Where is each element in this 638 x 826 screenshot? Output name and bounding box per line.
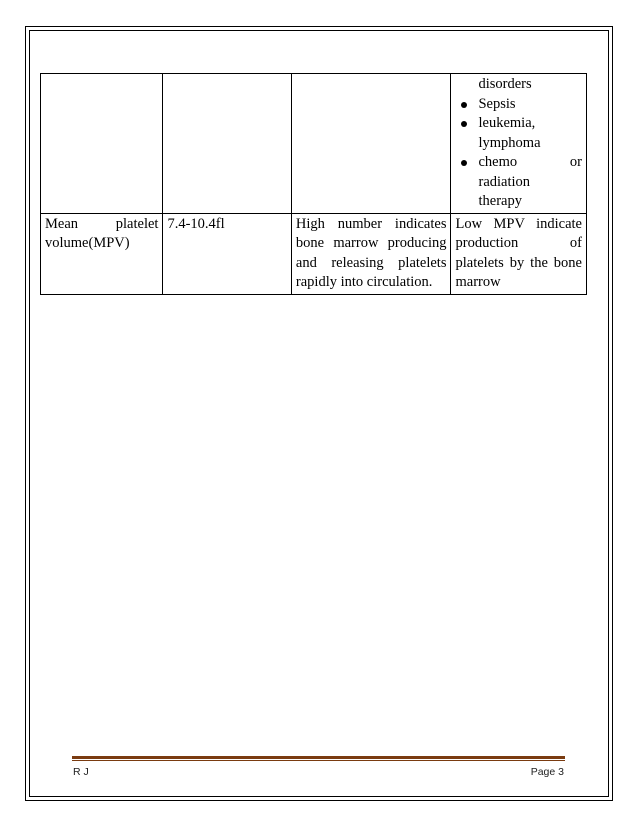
- list-item: [455, 95, 582, 115]
- table-row: [41, 74, 587, 214]
- table-cell-range: [163, 74, 291, 214]
- lab-values-table: [40, 73, 587, 295]
- table-cell-parameter: Mean platelet volume(MPV): [41, 213, 163, 294]
- bullet-icon: [461, 102, 467, 108]
- bullet-line: leukemia,: [478, 115, 536, 131]
- table-cell-high: [291, 74, 451, 214]
- table-cell-parameter: [41, 74, 163, 214]
- bullet-line: chemo or: [478, 154, 582, 170]
- table-cell-low: [451, 74, 587, 214]
- list-item: [455, 153, 582, 212]
- table-cell-high: High number indicates bone marrow producing and releasing platelets rapidly into circulation.: [291, 213, 451, 294]
- footer-page-number: Page 3: [530, 766, 564, 778]
- footer-author: R J: [73, 766, 89, 778]
- table-cell-low: Low MPV indicate production of platelets by the bone marrow: [451, 213, 587, 294]
- footer-rule-thin: [72, 760, 565, 761]
- continued-text: disorders: [478, 76, 532, 92]
- bullet-list: [455, 95, 582, 212]
- bullet-icon: [461, 160, 467, 166]
- bullet-icon: [461, 121, 467, 127]
- footer-rule: [72, 756, 565, 759]
- table-cell-range: 7.4-10.4fl: [163, 213, 291, 294]
- bullet-line: Sepsis: [478, 95, 516, 112]
- bullet-line: therapy: [478, 193, 522, 209]
- table-row: [41, 213, 587, 294]
- bullet-line: radiation: [478, 173, 531, 190]
- bullet-line: lymphoma: [478, 134, 541, 151]
- list-item: [455, 114, 582, 153]
